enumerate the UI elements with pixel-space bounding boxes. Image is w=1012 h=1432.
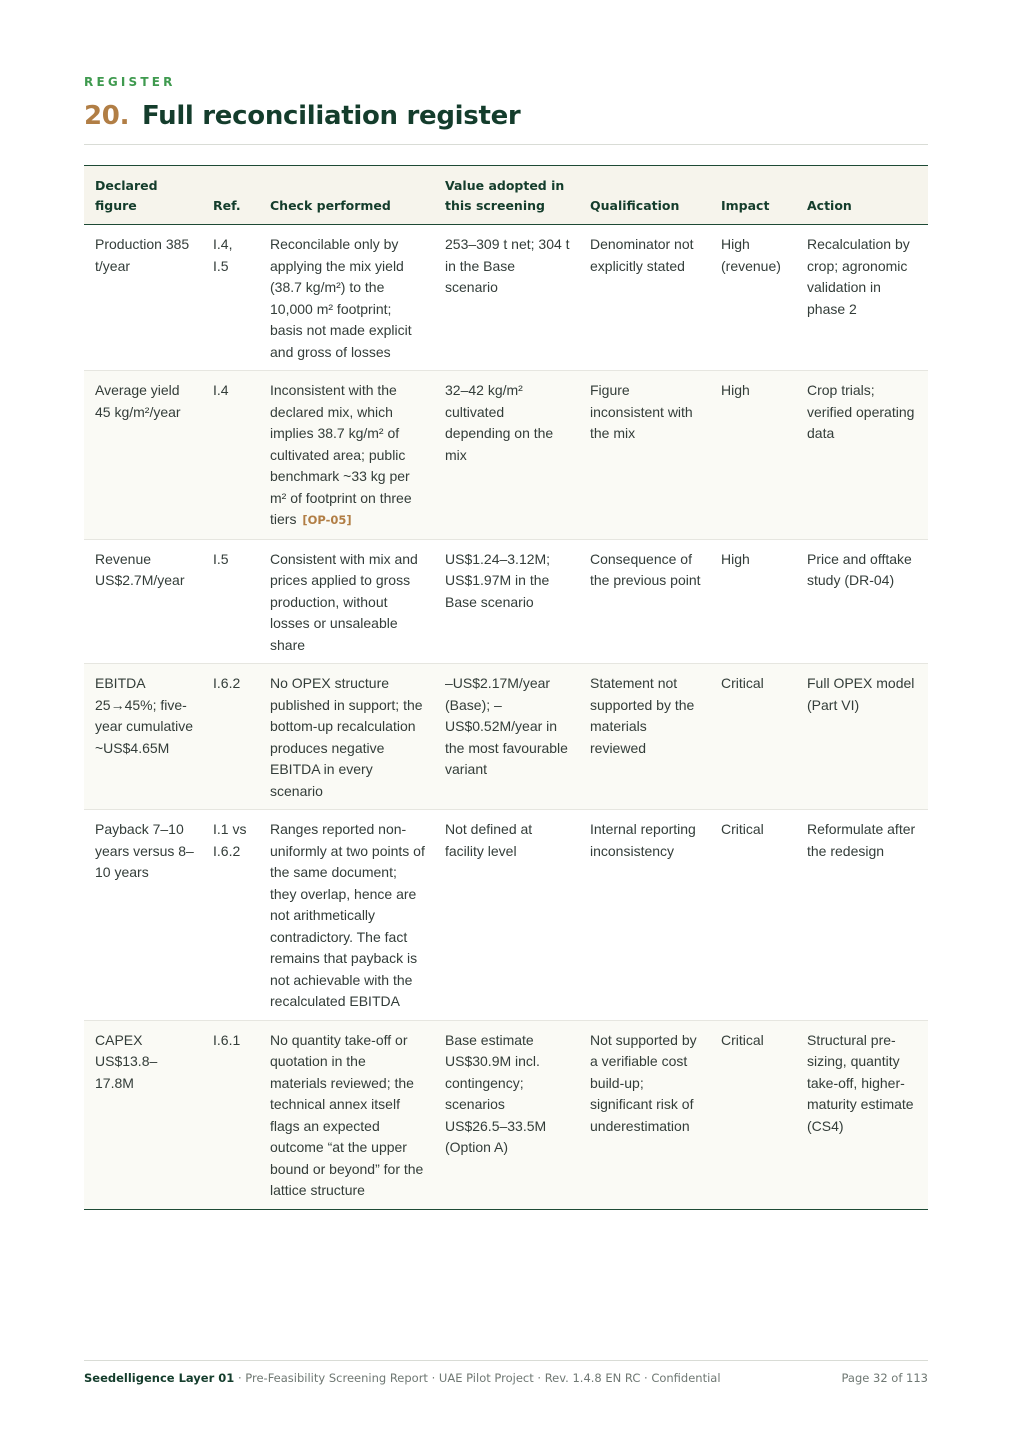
table-row xyxy=(84,225,928,371)
table-row xyxy=(84,539,928,664)
cell-qualification: Internal reporting inconsistency xyxy=(579,810,710,1021)
cell-impact: Critical xyxy=(710,1020,796,1209)
cell-impact: High xyxy=(710,371,796,540)
cell-declared-figure: Revenue US$2.7M/year xyxy=(84,539,202,664)
footer-text: · Pre-Feasibility Screening Report · UAE Pilot Project · Rev. 1.4.8 EN RC · Confidential xyxy=(234,1371,721,1385)
cell-qualification: Statement not supported by the materials reviewed xyxy=(579,664,710,810)
cell-action: Structural pre-sizing, quantity take-off, higher-maturity estimate (CS4) xyxy=(796,1020,928,1209)
header-declared-figure: Declared figure xyxy=(84,166,202,225)
table-row xyxy=(84,664,928,810)
cell-check-performed xyxy=(259,371,434,540)
cell-value-adopted: Not defined at facility level xyxy=(434,810,579,1021)
cell-check-performed: No quantity take-off or quotation in the materials reviewed; the technical annex itself flags an expected outcome “at the upper bound or beyond” for the lattice structure xyxy=(259,1020,434,1209)
footer-divider xyxy=(84,1360,928,1361)
cell-check-performed: Consistent with mix and prices applied to gross production, without losses or unsaleable share xyxy=(259,539,434,664)
section-number: 20. xyxy=(84,101,130,131)
page-title xyxy=(84,101,520,131)
cell-declared-figure: EBITDA 25→45%; five-year cumulative ~US$4.65M xyxy=(84,664,202,810)
cell-value-adopted: Base estimate US$30.9M incl. contingency; scenarios US$26.5–33.5M (Option A) xyxy=(434,1020,579,1209)
cell-action: Price and offtake study (DR-04) xyxy=(796,539,928,664)
cell-impact: High (revenue) xyxy=(710,225,796,371)
header-impact: Impact xyxy=(710,166,796,225)
cell-ref: I.4, I.5 xyxy=(202,225,259,371)
page-number: Page 32 of 113 xyxy=(841,1371,928,1385)
table-header-row xyxy=(84,166,928,225)
cell-value-adopted: 32–42 kg/m² cultivated depending on the mix xyxy=(434,371,579,540)
table-row xyxy=(84,810,928,1021)
cell-ref: I.1 vs I.6.2 xyxy=(202,810,259,1021)
cell-declared-figure: Payback 7–10 years versus 8–10 years xyxy=(84,810,202,1021)
header-qualification: Qualification xyxy=(579,166,710,225)
cell-action: Full OPEX model (Part VI) xyxy=(796,664,928,810)
cell-action: Recalculation by crop; agronomic validation in phase 2 xyxy=(796,225,928,371)
cell-qualification: Denominator not explicitly stated xyxy=(579,225,710,371)
cell-check-performed: Reconcilable only by applying the mix yield (38.7 kg/m²) to the 10,000 m² footprint; basis not made explicit and gross of losses xyxy=(259,225,434,371)
cell-declared-figure: Production 385 t/year xyxy=(84,225,202,371)
cell-check-performed: No OPEX structure published in support; the bottom-up recalculation produces negative EBITDA in every scenario xyxy=(259,664,434,810)
cell-impact: Critical xyxy=(710,664,796,810)
check-text: Inconsistent with the declared mix, which implies 38.7 kg/m² of cultivated area; public benchmark ~33 kg per m² of footprint on three tiers xyxy=(270,382,412,527)
header-ref: Ref. xyxy=(202,166,259,225)
cell-impact: High xyxy=(710,539,796,664)
cell-ref: I.6.2 xyxy=(202,664,259,810)
header-check-performed: Check performed xyxy=(259,166,434,225)
section-eyebrow: REGISTER xyxy=(84,75,176,89)
page-footer xyxy=(84,1371,928,1385)
cell-qualification: Figure inconsistent with the mix xyxy=(579,371,710,540)
reference-tag: [OP-05] xyxy=(302,513,352,527)
cell-declared-figure: Average yield 45 kg/m²/year xyxy=(84,371,202,540)
header-action: Action xyxy=(796,166,928,225)
cell-ref: I.4 xyxy=(202,371,259,540)
section-title: Full reconciliation register xyxy=(141,101,521,131)
footer-brand: Seedelligence Layer 01 xyxy=(84,1371,235,1385)
cell-impact: Critical xyxy=(710,810,796,1021)
reconciliation-register-table xyxy=(84,165,928,1210)
document-page xyxy=(84,0,928,1432)
cell-declared-figure: CAPEX US$13.8–17.8M xyxy=(84,1020,202,1209)
cell-check-performed: Ranges reported non-uniformly at two points of the same document; they overlap, hence are not arithmetically contradictory. The fact remains that payback is not achievable with the recalculated EBITDA xyxy=(259,810,434,1021)
cell-ref: I.6.1 xyxy=(202,1020,259,1209)
cell-action: Crop trials; verified operating data xyxy=(796,371,928,540)
cell-action: Reformulate after the redesign xyxy=(796,810,928,1021)
cell-ref: I.5 xyxy=(202,539,259,664)
cell-qualification: Not supported by a verifiable cost build-up; significant risk of underestimation xyxy=(579,1020,710,1209)
cell-value-adopted: US$1.24–3.12M; US$1.97M in the Base scenario xyxy=(434,539,579,664)
cell-value-adopted: 253–309 t net; 304 t in the Base scenario xyxy=(434,225,579,371)
header-value-adopted: Value adopted in this screening xyxy=(434,166,579,225)
table-row xyxy=(84,371,928,540)
cell-qualification: Consequence of the previous point xyxy=(579,539,710,664)
title-divider xyxy=(84,144,928,145)
cell-value-adopted: –US$2.17M/year (Base); –US$0.52M/year in the most favourable variant xyxy=(434,664,579,810)
table-row xyxy=(84,1020,928,1209)
